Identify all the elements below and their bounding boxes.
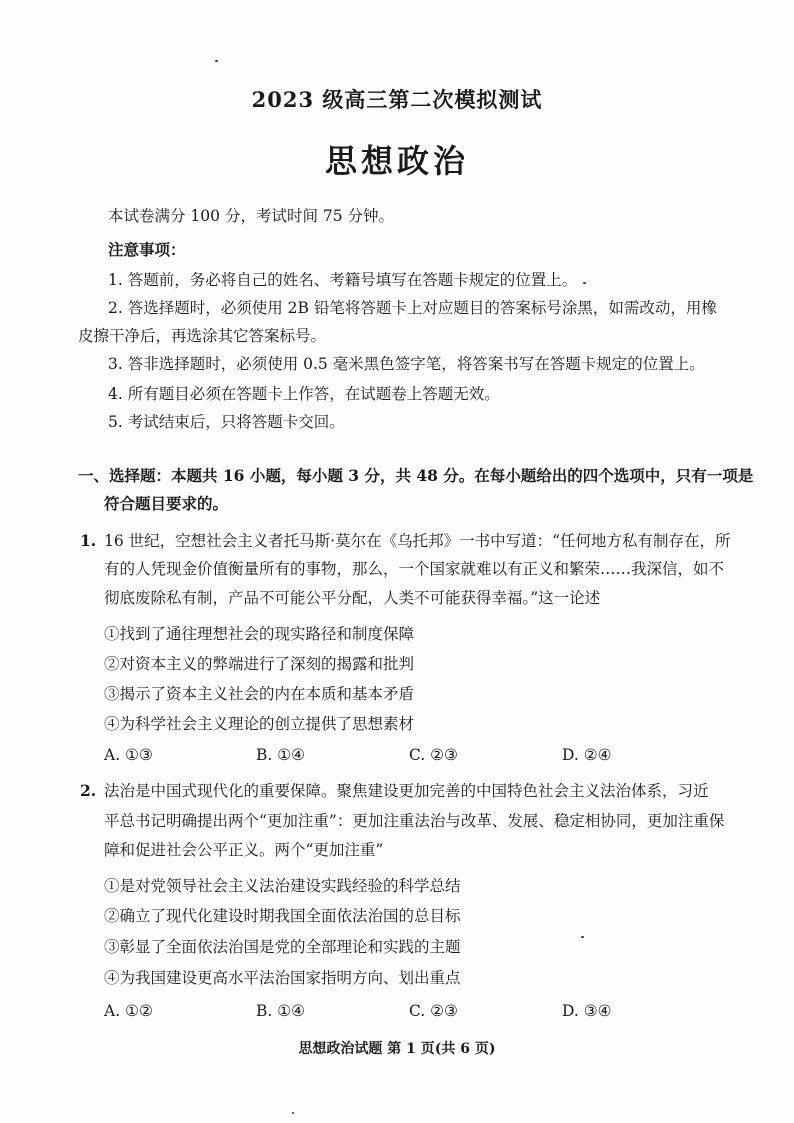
answer-option-d: D. ②④	[562, 746, 612, 764]
page-footer: 思想政治试题 第 1 页(共 6 页)	[298, 1041, 496, 1057]
notice-item: 3. 答非选择题时，必须使用 0.5 毫米黑色签字笔，将答案书写在答题卡规定的位置上。	[108, 355, 705, 373]
scan-speck	[215, 60, 218, 62]
question-stem-line: 平总书记明确提出两个“更加注重”：更加注重法治与改革、发展、稳定相协同，更加注重保	[104, 812, 725, 830]
question-stem-line: 彻底废除私有制，产品不可能公平分配，人类不可能获得幸福。”这一论述	[104, 589, 601, 607]
intro-text: 本试卷满分 100 分，考试时间 75 分钟。	[108, 207, 395, 225]
question-statement: ④为科学社会主义理论的创立提供了思想素材	[104, 715, 415, 733]
question-statement: ③揭示了资本主义社会的内在本质和基本矛盾	[104, 685, 415, 703]
question-stem-line: 16 世纪，空想社会主义者托马斯·莫尔在《乌托邦》一书中写道：“任何地方私有制存在，所	[104, 532, 731, 550]
section-heading: 一、选择题：本题共 16 小题，每小题 3 分，共 48 分。在每小题给出的四个选项中，只有一项是	[78, 466, 754, 485]
question-number: 2.	[80, 781, 97, 800]
notice-item: 4. 所有题目必须在答题卡上作答，在试题卷上答题无效。	[108, 385, 500, 403]
question-statement: ②确立了现代化建设时期我国全面依法治国的总目标	[104, 907, 461, 925]
answer-option-c: C. ②③	[409, 1002, 458, 1020]
notice-item: 5. 考试结束后，只将答题卡交回。	[108, 413, 345, 431]
question-number: 1.	[80, 531, 97, 550]
scan-speck	[581, 936, 584, 938]
notice-item: 2. 答选择题时，必须使用 2B 铅笔将答题卡上对应题目的答案标号涂黑，如需改动，用橡	[108, 299, 717, 317]
scan-speck	[292, 1112, 294, 1114]
question-statement: ③彰显了全面依法治国是党的全部理论和实践的主题	[104, 938, 461, 956]
answer-option-a: A. ①③	[104, 746, 153, 764]
answer-option-c: C. ②③	[409, 746, 458, 764]
section-heading-continuation: 符合题目要求的。	[104, 494, 229, 513]
notice-heading: 注意事项：	[108, 240, 186, 259]
answer-option-a: A. ①②	[104, 1002, 153, 1020]
question-stem-line: 障和促进社会公平正义。两个“更加注重”	[104, 841, 384, 859]
question-stem-line: 法治是中国式现代化的重要保障。聚焦建设更加完善的中国特色社会主义法治体系，习近	[104, 782, 709, 800]
question-statement: ④为我国建设更高水平法治国家指明方向、划出重点	[104, 969, 461, 987]
answer-option-b: B. ①④	[256, 1002, 306, 1020]
notice-item: 1. 答题前，务必将自己的姓名、考籍号填写在答题卡规定的位置上。	[108, 271, 578, 289]
question-stem-line: 有的人凭现金价值衡量所有的事物，那么，一个国家就难以有正义和繁荣……我深信，如不	[104, 560, 725, 578]
exam-subtitle: 2023 级高三第二次模拟测试	[251, 87, 543, 112]
exam-title: 思想政治	[324, 142, 469, 180]
question-statement: ①是对党领导社会主义法治建设实践经验的科学总结	[104, 877, 461, 895]
question-statement: ①找到了通往理想社会的现实路径和制度保障	[104, 625, 415, 643]
notice-item-continuation: 皮擦干净后，再选涂其它答案标号。	[78, 327, 327, 345]
answer-option-d: D. ③④	[562, 1002, 612, 1020]
answer-option-b: B. ①④	[256, 746, 306, 764]
scan-speck	[583, 282, 586, 284]
question-statement: ②对资本主义的弊端进行了深刻的揭露和批判	[104, 655, 415, 673]
